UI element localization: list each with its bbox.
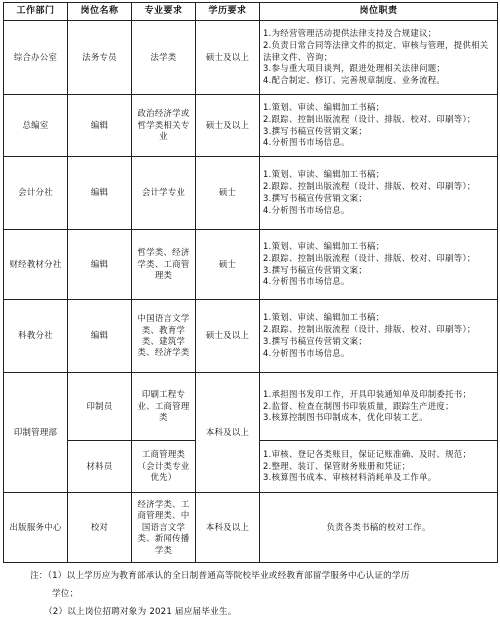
- major-cell: 中国语言文学类、教育学类、建筑学类、经济学类: [132, 300, 196, 373]
- major-cell: 印刷工程专业、工商管理类: [132, 373, 196, 441]
- major-cell: 政治经济学或哲学类相关专业: [132, 95, 196, 157]
- post-cell: 法务专员: [68, 21, 132, 95]
- notes-section: [0, 570, 494, 618]
- dept-cell: 综合办公室: [4, 21, 68, 95]
- duty-line: 2.整理、装订、保管财务账册和凭证；: [263, 460, 411, 471]
- duty-line: 4.分析图书市场信息。: [263, 137, 350, 148]
- duties-cell: [260, 493, 498, 563]
- duties-cell: [260, 21, 498, 95]
- major-cell: 经济学类、工商管理类、中国语言文学类、新闻传播学类: [132, 493, 196, 563]
- post-cell: 印制员: [68, 373, 132, 441]
- duty-line: 4.分析图书市场信息。: [263, 347, 350, 358]
- major-cell: 会计学专业: [132, 157, 196, 230]
- duties-cell: [260, 373, 498, 441]
- duty-line: 1.策划、审读、编辑加工书稿；: [263, 312, 385, 323]
- header-major: 专业要求: [132, 3, 196, 21]
- duty-line: 3.撰写书稿宣传营销文案；: [263, 264, 368, 275]
- job-table: [3, 2, 498, 563]
- major-cell: 法学类: [132, 21, 196, 95]
- duty-line: 4.分析图书市场信息。: [263, 276, 350, 287]
- duty-line: 1.策划、审读、编辑加工书稿；: [263, 169, 385, 180]
- note-1-continued: 学位；: [52, 589, 79, 599]
- duty-line: 1.为经营管理活动提供法律支持及合规建议；: [263, 28, 437, 38]
- edu-cell: 硕士及以上: [196, 95, 260, 157]
- duty-line: 1.策划、审读、编辑加工书稿；: [263, 101, 385, 112]
- duty-line: 1.承担图书发印工作，开具印装通知单及印制委托书；: [263, 388, 472, 399]
- duty-line: 3.撰写书稿宣传营销文案；: [263, 336, 368, 346]
- duty-line: 3.核算图书成本、审核材料消耗单及工作单。: [263, 472, 437, 483]
- table-header-row: [4, 3, 498, 21]
- table-row: [4, 230, 498, 300]
- dept-cell: 印制管理部: [4, 373, 68, 493]
- notes-label: 注：: [30, 571, 48, 581]
- post-cell: 材料员: [68, 441, 132, 493]
- post-cell: 校对: [68, 493, 132, 563]
- duty-line: 2.监督、检查在制图书印装质量，跟踪生产进度；: [263, 400, 454, 411]
- duty-line: 2.跟踪、控制出版流程（设计、排版、校对、印刷等）；: [263, 113, 476, 124]
- edu-cell: 本科及以上: [196, 493, 260, 563]
- dept-cell: 财经教材分社: [4, 230, 68, 300]
- table-row: [4, 21, 498, 95]
- edu-cell: 硕士: [196, 230, 260, 300]
- table-row: [4, 95, 498, 157]
- edu-cell: 本科及以上: [196, 373, 260, 493]
- header-duties: 岗位职责: [260, 3, 498, 21]
- note-2: （2）以上岗位招聘对象为 2021 届应届毕业生。: [44, 607, 237, 617]
- duty-line: 1.审核、登记各类账目，保证记账准确、及时、规范；: [263, 448, 472, 459]
- duty-line: 2.负责日常合同等法律文件的拟定、审核与管理，提供相关法律文件、咨询；: [263, 39, 489, 62]
- post-cell: 编辑: [68, 300, 132, 373]
- duty-line: 3.参与重大项目谈判，跟进处理相关法律问题；: [263, 63, 446, 74]
- duty-line: 4.配合制定、修订、完善规章制度、业务流程。: [263, 75, 446, 86]
- duty-line: 1.策划、审读、编辑加工书稿；: [263, 240, 385, 251]
- dept-cell: 出版服务中心: [4, 493, 68, 563]
- duty-line: 3.撰写书稿宣传营销文案；: [263, 193, 368, 203]
- post-cell: 编辑: [68, 95, 132, 157]
- duty-line: 2.跟踪、控制出版流程（设计、排版、校对、印刷等）；: [263, 324, 476, 335]
- duty-line: 3.撰写书稿宣传营销文案；: [263, 125, 368, 136]
- duty-line: 3.核算控制图书印制成本，优化印装工艺。: [263, 412, 428, 423]
- header-edu: 学历要求: [196, 3, 260, 21]
- table-row: [4, 300, 498, 373]
- duties-cell: [260, 95, 498, 157]
- table-row: [4, 493, 498, 563]
- dept-cell: 科教分社: [4, 300, 68, 373]
- major-cell: 哲学类、经济学类、工商管理类: [132, 230, 196, 300]
- edu-cell: 硕士及以上: [196, 21, 260, 95]
- edu-cell: 硕士及以上: [196, 300, 260, 373]
- edu-cell: 硕士: [196, 157, 260, 230]
- job-table-container: [3, 2, 497, 563]
- dept-cell: 总编室: [4, 95, 68, 157]
- duty-line: 4.分析图书市场信息。: [263, 204, 350, 215]
- note-1: [0, 570, 494, 582]
- major-cell: 工商管理类（会计类专业优先）: [132, 441, 196, 493]
- post-cell: 编辑: [68, 230, 132, 300]
- header-post: 岗位名称: [68, 3, 132, 21]
- duties-cell: [260, 230, 498, 300]
- duties-cell: [260, 157, 498, 230]
- table-row: [4, 373, 498, 441]
- dept-cell: 会计分社: [4, 157, 68, 230]
- table-row: [4, 157, 498, 230]
- post-cell: 编辑: [68, 157, 132, 230]
- duties-cell: [260, 441, 498, 493]
- note-1-text: （1）以上学历应为教育部承认的全日制普通高等院校毕业或经教育部留学服务中心认证的学历: [47, 571, 410, 581]
- duty-line: 2.跟踪、控制出版流程（设计、排版、校对、印刷等）；: [263, 181, 476, 192]
- header-dept: 工作部门: [4, 3, 68, 21]
- duty-line: 负责各类书稿的校对工作。: [326, 521, 431, 532]
- duties-cell: [260, 300, 498, 373]
- duty-line: 2.跟踪、控制出版流程（设计、排版、校对、印刷等）；: [263, 252, 476, 263]
